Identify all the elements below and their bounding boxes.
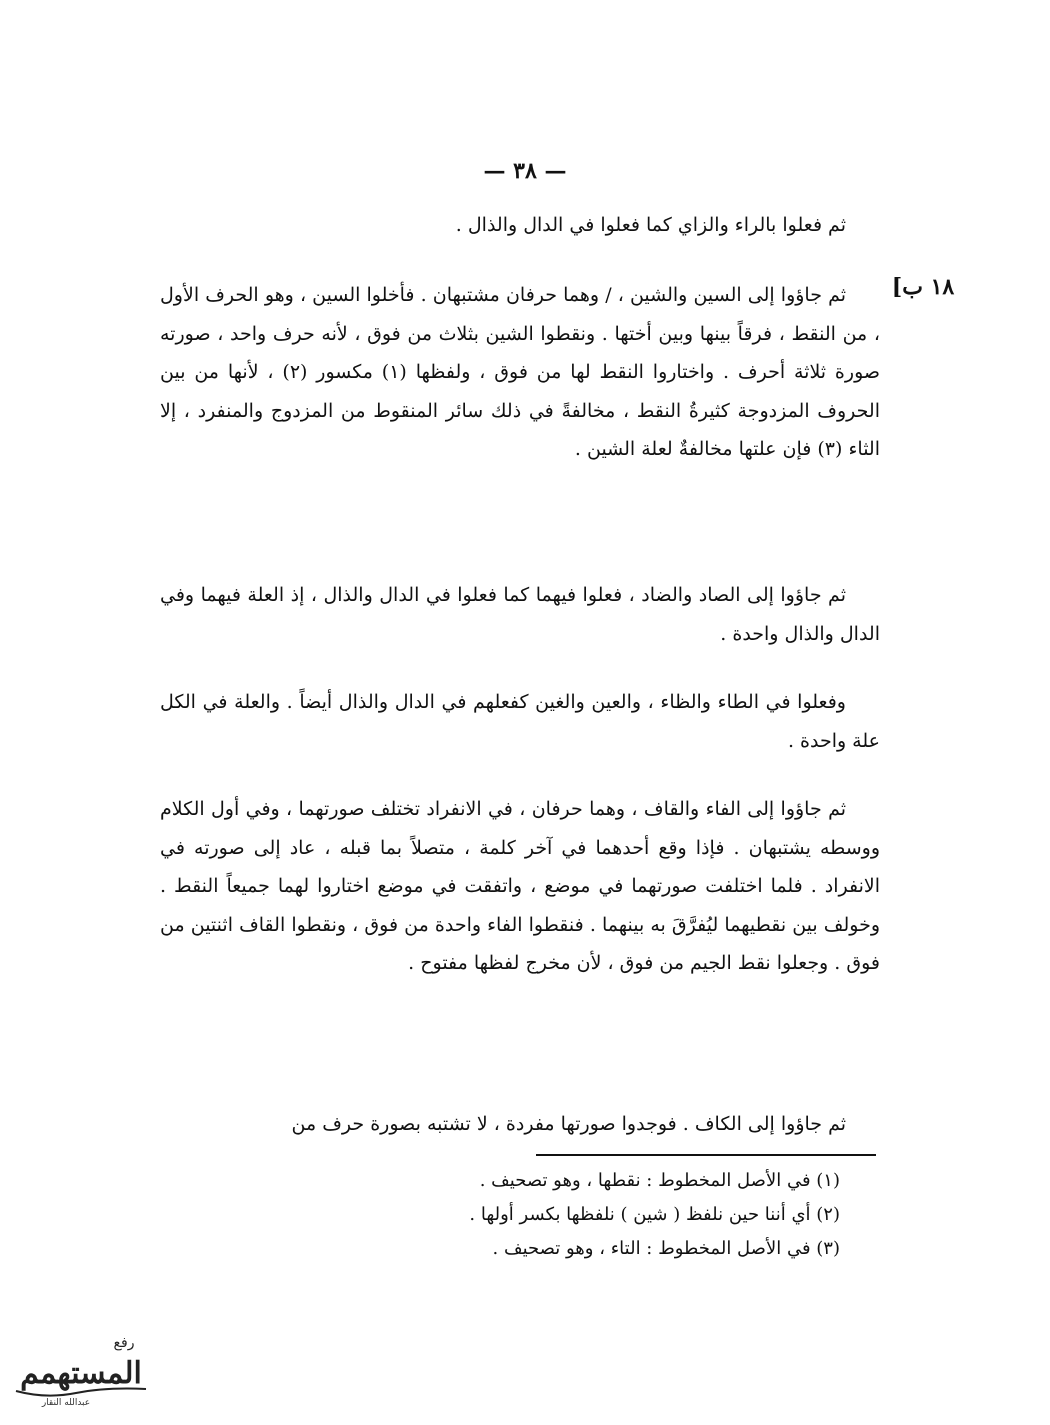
stamp-line-3: عبدالله النقار (41, 1398, 91, 1408)
calligraphic-stamp-logo (6, 1325, 156, 1420)
footnote-divider (536, 1154, 876, 1156)
paragraph-2: ثم جاؤوا إلى السين والشين ، / وهما حرفان مشتبهان . فأخلوا السين ، وهو الحرف الأول ، من النقط ، فرقاً بينها وبين أختها . ونقطوا الشين بثلاث من فوق ، لأنه حرف واحد ، صورته صورة ثلاثة أحرف . واختاروا النقط لها من فوق ، ولفظها (١) مكسور (٢) ، لأنها من بين الحروف المزدوجة كثيرةُ النقط ، مخالفةً في ذلك سائر المنقوط من المزدوج والمنفرد ، إلا الثاء (٣) فإن علتها مخالفةٌ لعلة الشين . (160, 284, 881, 460)
page-number: — ٣٨ — (483, 158, 567, 184)
manuscript-folio-marker: ١٨ ب] (891, 274, 955, 300)
stamp-line-1: رفع (113, 1335, 135, 1351)
paragraph-1: ثم فعلوا بالراء والزاي كما فعلوا في الدال والذال . (455, 214, 846, 236)
footnotes (300, 1164, 840, 1266)
footnote-1: (١) في الأصل المخطوط : نقطها ، وهو تصحيف . (479, 1170, 840, 1191)
footnote-3: (٣) في الأصل المخطوط : التاء ، وهو تصحيف . (492, 1238, 840, 1259)
paragraph-4: وفعلوا في الطاء والظاء ، والعين والغين كفعلهم في الدال والذال أيضاً . والعلة في الكل علة واحدة . (160, 691, 880, 752)
footnote-2: (٢) أي أننا حين نلفظ ( شين ) نلفظها بكسر أولها . (469, 1204, 840, 1225)
paragraph-3: ثم جاؤوا إلى الصاد والضاد ، فعلوا فيهما كما فعلوا في الدال والذال ، إذ العلة فيهما وفي الدال والذال واحدة . (160, 584, 880, 645)
stamp-line-2: المستهمم (20, 1356, 142, 1391)
paragraph-5: ثم جاؤوا إلى الفاء والقاف ، وهما حرفان ، في الانفراد تختلف صورتهما ، وفي أول الكلام ووسطه يشتبهان . فإذا وقع أحدهما في آخر كلمة ، متصلاً بما قبله ، عاد إلى صورته في الانفراد . فلما اختلفت صورتهما في موضع ، واتفقت في موضع اختاروا لهما جميعاً النقط . وخولف بين نقطيهما ليُفرَّقَ به بينهما . فنقطوا الفاء واحدة من فوق ، ونقطوا القاف اثنتين من فوق . وجعلوا نقط الجيم من فوق ، لأن مخرج لفظها مفتوح . (160, 798, 880, 974)
paragraph-6: ثم جاؤوا إلى الكاف . فوجدوا صورتها مفردة ، لا تشتبه بصورة حرف من (291, 1113, 846, 1135)
